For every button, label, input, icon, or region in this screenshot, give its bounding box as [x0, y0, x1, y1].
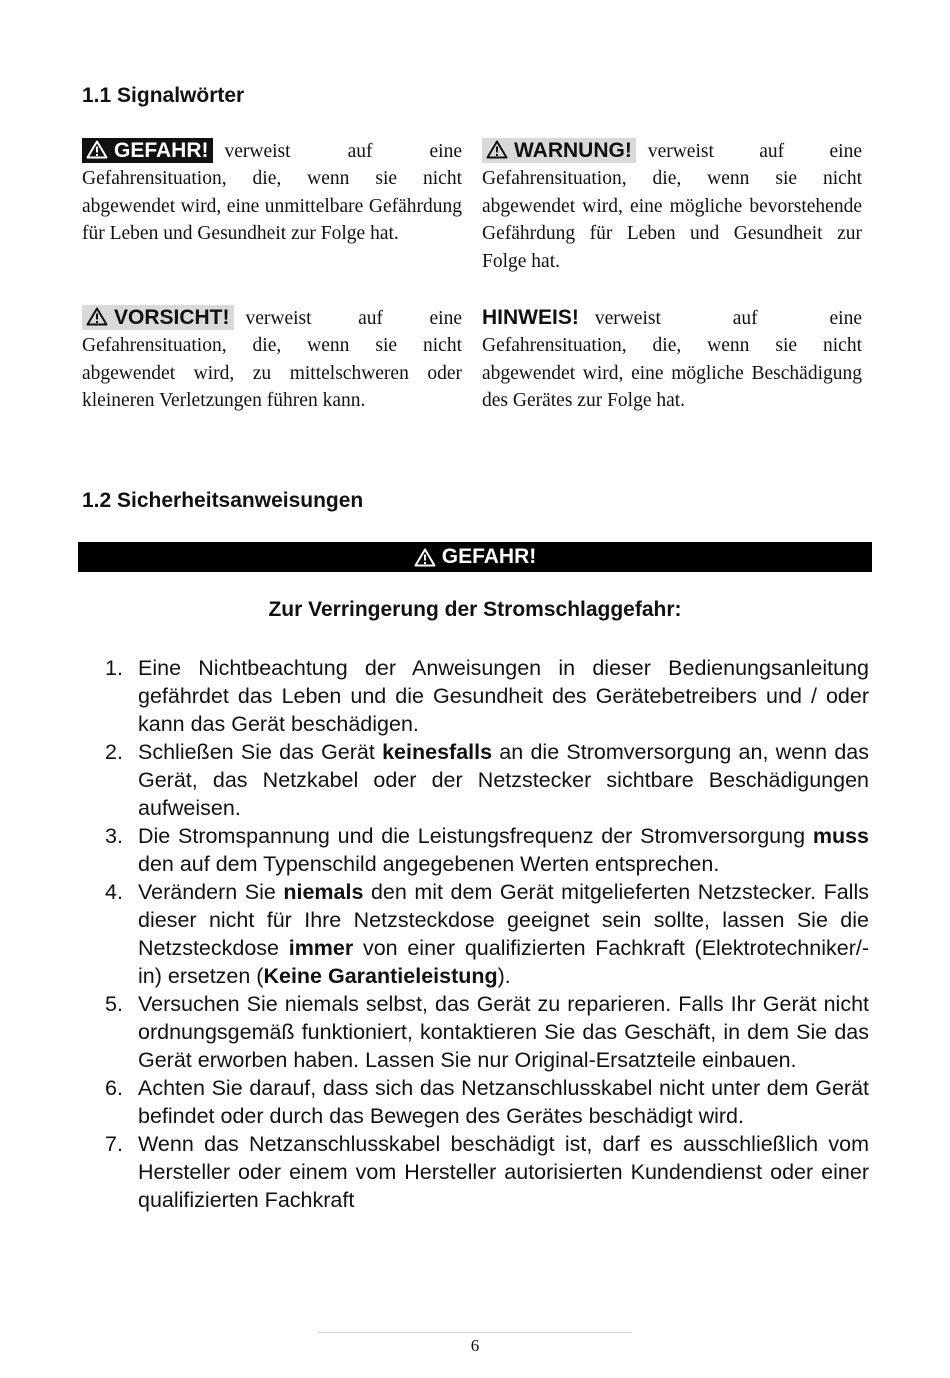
vorsicht-label: VORSICHT! [114, 306, 230, 329]
danger-banner-label: GEFAHR! [441, 545, 537, 568]
vorsicht-description: verweist auf eine Gefahrensituation, die, wenn sie nicht abgewendet wird, zu mittelschweren oder kleineren Verletzungen führen kann. [82, 308, 462, 412]
signal-word-hinweis [482, 304, 862, 415]
safety-steps-list [105, 654, 869, 1214]
signal-word-warnung [482, 137, 862, 275]
warnung-badge [482, 138, 636, 163]
step-item [105, 1130, 869, 1214]
subtitle: Zur Verringerung der Stromschlaggefahr: [268, 598, 682, 621]
warning-triangle-icon [486, 140, 508, 159]
step-item [105, 738, 869, 822]
warning-triangle-icon [86, 307, 108, 326]
step-text: Schließen Sie das Gerät [138, 740, 383, 764]
hinweis-label: HINWEIS! [482, 306, 579, 329]
step-emphasis: niemals [283, 880, 364, 904]
warnung-label: WARNUNG! [514, 139, 632, 162]
step-text: ). [497, 964, 511, 988]
step-item [105, 990, 869, 1074]
step-text: den mit dem Gerät mitgelieferten Netzstecker. Falls dieser nicht für Ihre Netzsteckdose geeignet sein sollte, lassen Sie die Netzsteckdose [138, 880, 869, 960]
footer-divider [318, 1332, 632, 1333]
step-item [105, 878, 869, 990]
section-title-signal-words: 1.1 Signalwörter [82, 84, 245, 107]
step-number: 5. [105, 992, 123, 1016]
signal-word-gefahr [82, 137, 462, 248]
step-number: 2. [105, 740, 123, 764]
gefahr-description: verweist auf eine Gefahrensituation, die, wenn sie nicht abgewendet wird, eine unmittelbare Gefährdung für Leben und Gesundheit zur Folge hat. [82, 141, 462, 245]
gefahr-badge [82, 138, 213, 163]
warning-triangle-icon [86, 140, 108, 159]
step-item [105, 1074, 869, 1130]
step-text: Wenn das Netzanschlusskabel beschädigt ist, darf es ausschließlich vom Hersteller oder einem vom Hersteller autorisierten Kundendienst oder einer qualifizierten Fachkraft [138, 1132, 869, 1212]
step-text: Achten Sie darauf, dass sich das Netzanschlusskabel nicht unter dem Gerät befindet oder durch das Bewegen des Gerätes beschädigt wird. [138, 1076, 869, 1128]
step-text: Eine Nichtbeachtung der Anweisungen in dieser Bedienungsanleitung gefährdet das Leben und die Gesundheit des Gerätebetreibers und / oder kann das Gerät beschädigen. [138, 656, 869, 736]
step-number: 4. [105, 880, 123, 904]
step-number: 6. [105, 1076, 123, 1100]
vorsicht-badge [82, 305, 234, 330]
step-text: Die Stromspannung und die Leistungsfrequenz der Stromversorgung [138, 824, 813, 848]
step-emphasis: keinesfalls [382, 740, 493, 764]
signal-word-vorsicht [82, 304, 462, 415]
step-text: Versuchen Sie niemals selbst, das Gerät zu reparieren. Falls Ihr Gerät nicht ordnungsgemäß funktioniert, kontaktieren Sie das Geschäft, in dem Sie das Gerät erworben haben. Lassen Sie nur Original-Ersatzteile einbauen. [138, 992, 869, 1072]
danger-banner [78, 542, 872, 572]
gefahr-label: GEFAHR! [114, 139, 209, 162]
step-item [105, 654, 869, 738]
warning-triangle-icon [414, 548, 436, 567]
step-text: Verändern Sie [138, 880, 284, 904]
warnung-description: verweist auf eine Gefahrensituation, die, wenn sie nicht abgewendet wird, eine mögliche bevorstehende Gefährdung für Leben und Gesundheit zur Folge hat. [482, 141, 862, 272]
hinweis-description: verweist auf eine Gefahrensituation, die, wenn sie nicht abgewendet wird, eine mögliche Beschädigung des Gerätes zur Folge hat. [482, 308, 862, 412]
step-number: 3. [105, 824, 123, 848]
section-title-safety-instructions: 1.2 Sicherheitsanweisungen [82, 489, 364, 512]
step-text: von einer qualifizierten Fachkraft (Elektrotechniker/-in) ersetzen ( [138, 936, 870, 988]
hinweis-badge [482, 305, 583, 330]
step-text: an die Stromversorgung an, wenn das Gerät, das Netzkabel oder der Netzstecker sichtbare Beschädigungen aufweisen. [138, 740, 869, 820]
step-item [105, 822, 869, 878]
step-emphasis: immer [288, 936, 354, 960]
step-number: 7. [105, 1132, 123, 1156]
page-number: 6 [470, 1336, 480, 1355]
step-emphasis: muss [812, 824, 869, 848]
step-emphasis: Keine Garantieleistung [263, 964, 498, 988]
step-number: 1. [105, 656, 123, 680]
step-text: den auf dem Typenschild angegebenen Werten entsprechen. [138, 852, 720, 876]
